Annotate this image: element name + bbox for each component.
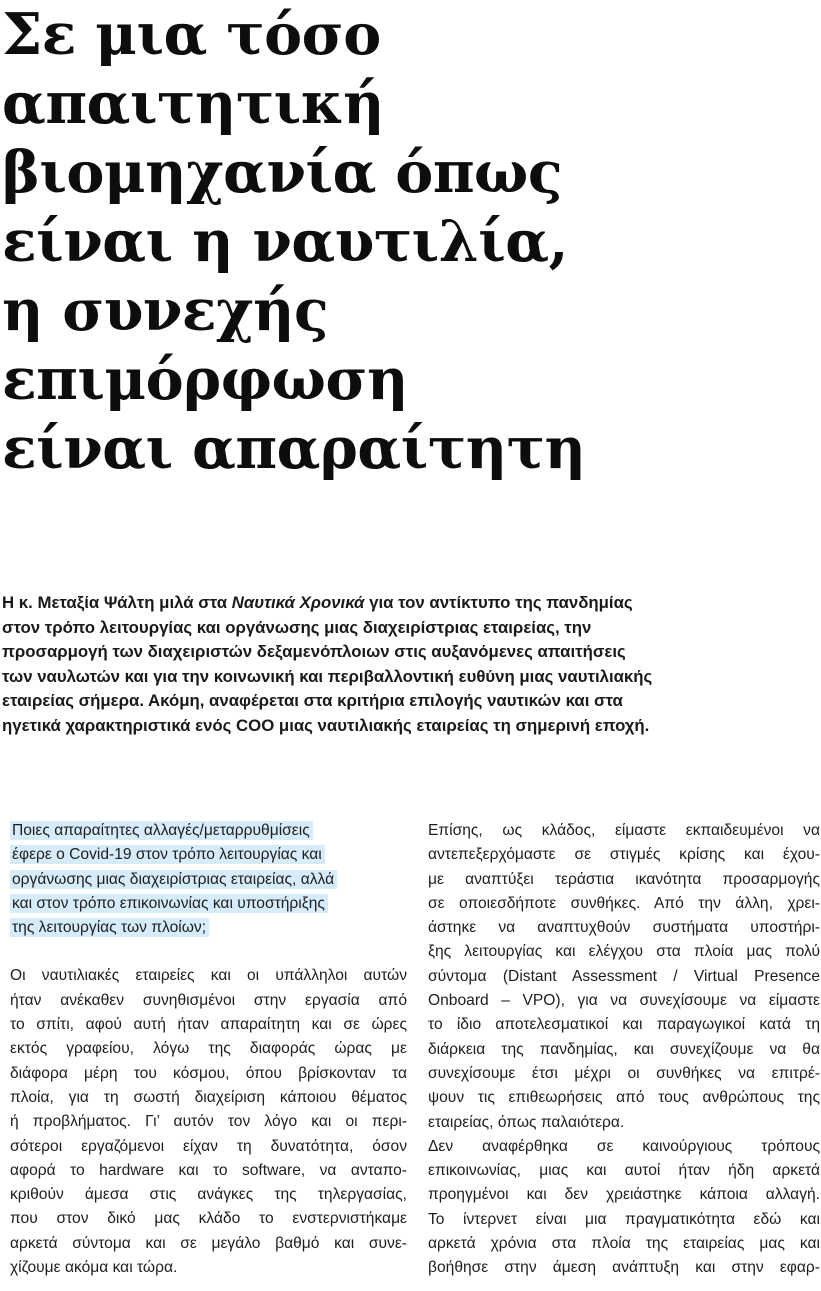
answer-line: Οι ναυτιλιακές εταιρείες και οι υπάλληλοι αυτών: [10, 967, 407, 985]
answer-line: χίζουμε ακόμα και τώρα.: [10, 1259, 178, 1277]
title-line: είναι απαραίτητη: [2, 415, 586, 482]
intro-text: Η κ. Μεταξία Ψάλτη μιλά στα: [2, 593, 232, 612]
question-highlight: έφερε ο Covid-19 στον τρόπο λειτουργίας και: [10, 845, 325, 864]
intro-text: για τον αντίκτυπο της πανδημίας: [364, 593, 633, 612]
answer-line: επικοινωνίας, μιας και αυτοί ήταν ήδη αρκετά: [428, 1162, 820, 1180]
answer-line: προηγμένοι και δεν χρειάστηκε κάποια αλλαγή.: [428, 1186, 820, 1204]
publication-name: Ναυτικά Χρονικά: [231, 593, 365, 612]
title-line: Σε μια τόσο: [2, 1, 381, 68]
answer-line: ή προβλήματος. Γι’ αυτόν τον λόγο και οι περι-: [10, 1113, 407, 1131]
answer-line: σότεροι εργαζόμενοι είχαν τη δυνατότητα, όσον: [10, 1137, 407, 1155]
answer-line: σύντομα (Distant Assessment / Virtual Presence: [428, 967, 820, 985]
answer-line: που στον δικό μας κλάδο το ενστερνιστήκαμε: [10, 1210, 407, 1228]
question-line: [10, 868, 407, 892]
intro-line: ηγετικά χαρακτηριστικά ενός COO μιας ναυτιλιακής εταιρείας τη σημερινή εποχή.: [2, 715, 650, 735]
article-title: [2, 0, 817, 483]
answer-line: αφορά το hardware και το software, να ανταπο-: [10, 1161, 407, 1179]
answer-line: σε οποιεσδήποτε συνθήκες. Από την άλλη, χρει-: [428, 894, 820, 912]
intro-line: στον τρόπο λειτουργίας και οργάνωσης μιας διαχειρίστριας εταιρείας, την: [2, 617, 592, 637]
answer-line: ψουν τις επιθεωρήσεις από τους ανθρώπους της: [428, 1089, 820, 1107]
answer-line: ήταν ανέκαθεν συνηθισμένοι στην εργασία από: [10, 991, 407, 1009]
answer-line: διάρκεια της πανδημίας, και συνεχίζουμε να θα: [428, 1040, 820, 1058]
answer-line: εταιρείας, όπως παλαιότερα.: [428, 1113, 625, 1131]
answer-line: συνεχίσουμε έτσι μέχρι οι συνθήκες να επιτρέ-: [428, 1064, 820, 1082]
question-line: [10, 819, 407, 843]
title-line: είναι η ναυτιλία,: [2, 208, 569, 275]
question-line: [10, 892, 407, 916]
answer-line: άστηκε να αναπτυχθούν συστήματα υποστήρι-: [428, 919, 820, 937]
answer-line: διάφορα μέρη του κόσμου, όπου βρίσκονταν τα: [10, 1064, 407, 1082]
left-column: [10, 819, 407, 1280]
question-highlight: της λειτουργίας των πλοίων;: [10, 918, 209, 937]
answer-line: Δεν αναφέρθηκα σε καινούργιους τρόπους: [428, 1137, 820, 1155]
answer-line: αρκετά χρόνια στα πλοία της εταιρείας μας και: [428, 1235, 820, 1253]
answer-line: Onboard – VPO), για να συνεχίσουμε να είμαστε: [428, 992, 820, 1010]
intro-line: προσαρμογή των διαχειριστών δεξαμενόπλοιων στις αυξανόμενες απαιτήσεις: [2, 642, 626, 661]
answer-line: το ίδιο αποτελεσματικοί και παραγωγικοί κατά τη: [428, 1016, 820, 1034]
answer-line: το σπίτι, αφού αυτή ήταν απαραίτητη και σε ώρες: [10, 1016, 407, 1034]
answer-line: βοήθησε στην άμεση ανάπτυξη και στην εφαρ-: [428, 1259, 820, 1277]
interview-question: [10, 819, 407, 940]
intro-line: [2, 591, 820, 616]
right-column: [428, 819, 820, 1281]
question-line: [10, 843, 407, 867]
title-line: επιμόρφωση: [2, 346, 408, 413]
question-highlight: οργάνωσης μιας διαχειρίστριας εταιρείας, αλλά: [10, 870, 337, 889]
question-highlight: και στον τρόπο επικοινωνίας και υποστήριξης: [10, 894, 328, 913]
answer-line: αρκετά σύντομα και σε μεγάλο βαθμό και συνε-: [10, 1234, 407, 1252]
intro-line: των ναυλωτών και για την κοινωνική και περιβαλλοντική ευθύνη μιας ναυτιλιακής: [2, 666, 653, 686]
title-line: η συνεχής: [2, 277, 329, 344]
answer-line: εκτός γραφείου, λόγω της διαφοράς ώρας με: [10, 1040, 407, 1058]
answer-line: Το ίντερνετ είναι μια πραγματικότητα εδώ και: [428, 1210, 820, 1228]
question-line: [10, 916, 407, 940]
title-line: βιομηχανία όπως: [2, 139, 563, 206]
intro-line: εταιρείας σήμερα. Ακόμη, αναφέρεται στα κριτήρια επιλογής ναυτικών και στα: [2, 691, 623, 710]
answer-line: αντεπεξερχόμαστε σε στιγμές κρίσης και έχου-: [428, 846, 820, 864]
answer-line: με αναπτύξει τεράστια ικανότητα προσαρμογής: [428, 870, 820, 888]
answer-line: κριθούν άμεσα στις ανάγκες της τηλεργασίας,: [10, 1186, 407, 1204]
article-intro: [2, 591, 820, 738]
answer-line: Επίσης, ως κλάδος, είμαστε εκπαιδευμένοι να: [428, 822, 820, 839]
answer-line: πλοία, για τη σωστή διαχείριση κάποιου θέματος: [10, 1088, 407, 1106]
interview-answer-left: [10, 964, 407, 1280]
answer-line: ξης λειτουργίας και ελέγχου στα πλοία μας πολύ: [428, 943, 820, 961]
question-highlight: Ποιες απαραίτητες αλλαγές/μεταρρυθμίσεις: [10, 821, 313, 840]
title-line: απαιτητική: [2, 70, 384, 137]
